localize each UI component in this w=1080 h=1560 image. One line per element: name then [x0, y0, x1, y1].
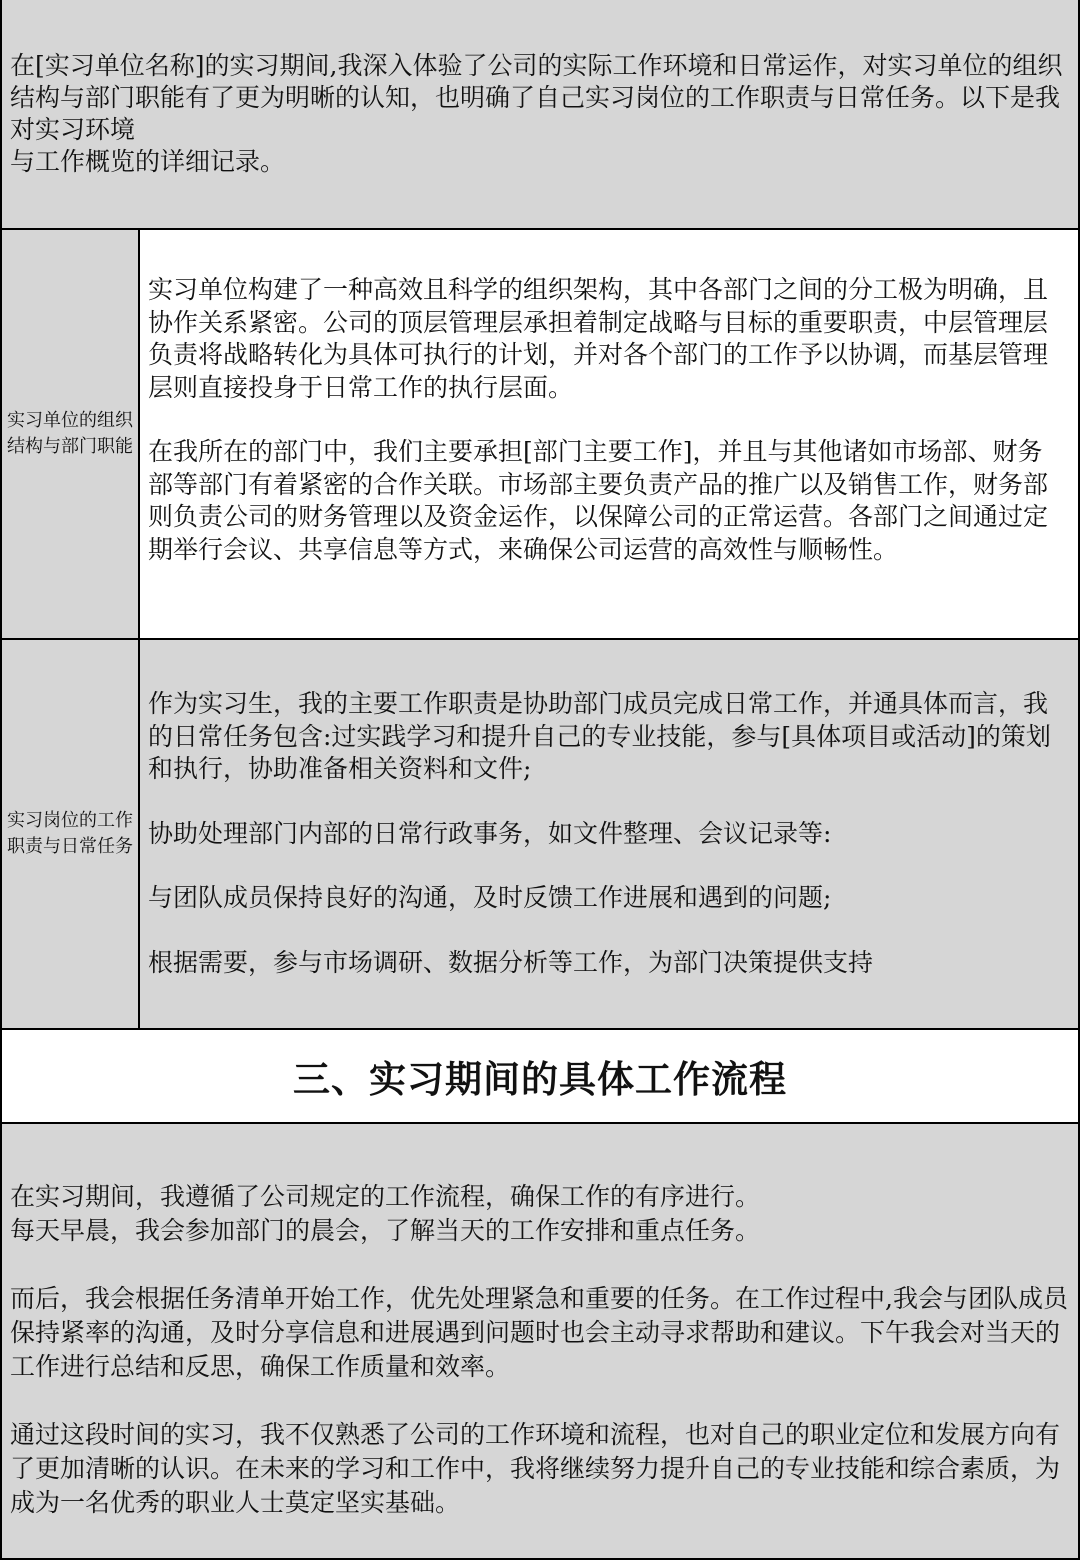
org-structure-row — [0, 228, 1080, 640]
org-paragraph: 实习单位构建了一种高效且科学的组织架构，其中各部门之间的分工极为明确，且协作关系紧密。公司的顶层管理层承担着制定战略与目标的重要职责，中层管理层负责将战略转化为具体可执行的计划，并对各个部门的工作予以协调，而基层管理层则直接投身于日常工作的执行层面。 — [148, 275, 1049, 402]
duties-label-cell — [2, 640, 140, 1028]
intro-paragraph-continued: 与工作概览的详细记录。 — [10, 147, 286, 176]
duties-label: 实习岗位的工作职责与日常任务 — [7, 810, 133, 857]
section-3-heading: 三、实习期间的具体工作流程 — [293, 1058, 787, 1101]
workflow-row — [0, 1122, 1080, 1560]
workflow-paragraph: 在实习期间，我遵循了公司规定的工作流程，确保工作的有序进行。 — [10, 1182, 761, 1211]
org-paragraph: 在我所在的部门中，我们主要承担[部门主要工作]，并且与其他诸如市场部、财务部等部门有着紧密的合作关联。市场部主要负责产品的推广以及销售工作，财务部则负责公司的财务管理以及资金运作，以保障公司的正常运营。各部门之间通过定期举行会议、共享信息等方式，来确保公司运营的高效性与顺畅性。 — [148, 437, 1049, 564]
section-3-heading-row — [0, 1028, 1080, 1124]
org-structure-label-cell — [2, 230, 140, 638]
duties-paragraph: 作为实习生，我的主要工作职责是协助部门成员完成日常工作，并通具体而言，我的日常任务包含:过实践学习和提升自己的专业技能，参与[具体项目或活动]的策划和执行，协助准备相关资料和文件; — [148, 689, 1051, 783]
duties-paragraph: 与团队成员保持良好的沟通，及时反馈工作进展和遇到的问题; — [148, 883, 832, 912]
duties-content-cell — [140, 640, 1078, 1028]
org-structure-label: 实习单位的组织结构与部门职能 — [7, 410, 133, 457]
duties-paragraph: 根据需要，参与市场调研、数据分析等工作，为部门决策提供支持 — [148, 947, 874, 977]
workflow-paragraph: 通过这段时间的实习，我不仅熟悉了公司的工作环境和流程，也对自己的职业定位和发展方向有了更加清晰的认识。在未来的学习和工作中，我将继续努力提升自己的专业技能和综合素质，为成为一名优秀的职业人士莫定坚实基础。 — [10, 1420, 1061, 1517]
intro-paragraph: 在[实习单位名称]的实习期间,我深入体验了公司的实际工作环境和日常运作，对实习单位的组织结构与部门职能有了更为明晰的认知，也明确了自己实习岗位的工作职责与日常任务。以下是我对实习环境 — [10, 51, 1063, 144]
duties-paragraph: 协助处理部门内部的日常行政事务，如文件整理、会议记录等: — [148, 818, 832, 848]
workflow-text — [10, 1180, 1068, 1520]
duties-row — [0, 638, 1080, 1030]
intro-text — [10, 50, 1068, 178]
workflow-paragraph: 每天早晨，我会参加部门的晨会，了解当天的工作安排和重点任务。 — [10, 1216, 761, 1245]
workflow-paragraph: 而后，我会根据任务清单开始工作，优先处理紧急和重要的任务。在工作过程中,我会与团队成员保持紧率的沟通，及时分享信息和进展遇到问题时也会主动寻求帮助和建议。下午我会对当天的工作进行总结和反思，确保工作质量和效率。 — [10, 1284, 1068, 1381]
duties-text — [148, 688, 1064, 979]
org-structure-content-cell — [140, 230, 1078, 638]
intro-row — [0, 0, 1080, 230]
org-structure-text — [148, 274, 1064, 566]
